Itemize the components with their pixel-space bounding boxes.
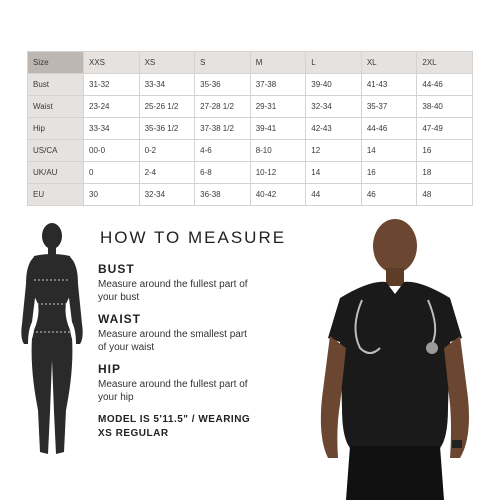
size-cell: 4-6 (195, 140, 251, 162)
header-size-label: Size (28, 52, 84, 74)
row-label: Waist (28, 96, 84, 118)
size-cell: 14 (306, 162, 362, 184)
hip-desc-line-1: Measure around the fullest part of (98, 379, 248, 390)
size-cell: 32-34 (139, 184, 195, 206)
size-cell: 12 (306, 140, 362, 162)
size-cell: 41-43 (361, 74, 417, 96)
size-chart-row-waist (28, 96, 473, 118)
size-cell: 48 (417, 184, 473, 206)
wristwatch (452, 440, 462, 448)
waist-desc-line-2: of your waist (98, 342, 155, 353)
size-cell: 38-40 (417, 96, 473, 118)
size-cell: 23-24 (84, 96, 140, 118)
how-to-measure-title: HOW TO MEASURE (100, 228, 287, 247)
scrub-top (328, 282, 462, 448)
size-cell: 33-34 (84, 118, 140, 140)
bust-section (98, 262, 298, 304)
size-cell: 27-28 1/2 (195, 96, 251, 118)
header-size-m: M (250, 52, 306, 74)
stethoscope-chest-piece (426, 342, 438, 354)
waist-description (98, 328, 298, 354)
size-cell: 8-10 (250, 140, 306, 162)
model-info (98, 413, 298, 441)
size-cell: 29-31 (250, 96, 306, 118)
size-cell: 16 (361, 162, 417, 184)
model-photo (300, 208, 490, 500)
model-neck (386, 268, 404, 286)
row-label: EU (28, 184, 84, 206)
size-cell: 31-32 (84, 74, 140, 96)
size-cell: 47-49 (417, 118, 473, 140)
size-cell: 35-36 (195, 74, 251, 96)
size-cell: 42-43 (306, 118, 362, 140)
size-cell: 18 (417, 162, 473, 184)
size-cell: 32-34 (306, 96, 362, 118)
row-label: Hip (28, 118, 84, 140)
hip-desc-line-2: your hip (98, 392, 134, 403)
size-cell: 6-8 (195, 162, 251, 184)
size-cell: 40-42 (250, 184, 306, 206)
header-size-xl: XL (361, 52, 417, 74)
size-cell: 00-0 (84, 140, 140, 162)
size-cell: 39-41 (250, 118, 306, 140)
bust-description (98, 278, 298, 304)
size-cell: 46 (361, 184, 417, 206)
size-chart-table (27, 51, 473, 206)
hip-section (98, 362, 298, 404)
waist-desc-line-1: Measure around the smallest part (98, 329, 247, 340)
size-chart-row-bust (28, 74, 473, 96)
row-label: UK/AU (28, 162, 84, 184)
size-cell: 25-26 1/2 (139, 96, 195, 118)
size-cell: 36-38 (195, 184, 251, 206)
model-head (373, 219, 417, 273)
scrub-pants (346, 446, 444, 500)
size-cell: 37-38 (250, 74, 306, 96)
header-size-xxs: XXS (84, 52, 140, 74)
size-cell: 44 (306, 184, 362, 206)
size-chart-row-eu (28, 184, 473, 206)
size-cell: 30 (84, 184, 140, 206)
size-cell: 39-40 (306, 74, 362, 96)
header-size-xs: XS (139, 52, 195, 74)
size-cell: 0-2 (139, 140, 195, 162)
row-label: Bust (28, 74, 84, 96)
size-cell: 16 (417, 140, 473, 162)
header-size-2xl: 2XL (417, 52, 473, 74)
silhouette-figure (21, 223, 82, 454)
header-size-l: L (306, 52, 362, 74)
size-cell: 44-46 (417, 74, 473, 96)
size-chart-header-row (28, 52, 473, 74)
waist-section (98, 312, 298, 354)
size-cell: 37-38 1/2 (195, 118, 251, 140)
size-cell: 35-36 1/2 (139, 118, 195, 140)
size-cell: 14 (361, 140, 417, 162)
size-chart-row-hip (28, 118, 473, 140)
bust-desc-line-1: Measure around the fullest part of (98, 279, 248, 290)
hip-heading: HIP (98, 362, 122, 376)
hip-description (98, 378, 298, 404)
size-chart-row-ukau (28, 162, 473, 184)
size-chart-row-usca (28, 140, 473, 162)
size-cell: 44-46 (361, 118, 417, 140)
model-info-line-2: XS REGULAR (98, 428, 169, 439)
waist-heading: WAIST (98, 312, 141, 326)
header-size-s: S (195, 52, 251, 74)
size-cell: 35-37 (361, 96, 417, 118)
size-cell: 0 (84, 162, 140, 184)
bust-desc-line-2: your bust (98, 292, 140, 303)
row-label: US/CA (28, 140, 84, 162)
bust-heading: BUST (98, 262, 135, 276)
size-cell: 33-34 (139, 74, 195, 96)
size-cell: 2-4 (139, 162, 195, 184)
size-cell: 10-12 (250, 162, 306, 184)
model-info-line-1: MODEL IS 5'11.5" / WEARING (98, 414, 251, 425)
body-silhouette-illustration (12, 220, 92, 460)
